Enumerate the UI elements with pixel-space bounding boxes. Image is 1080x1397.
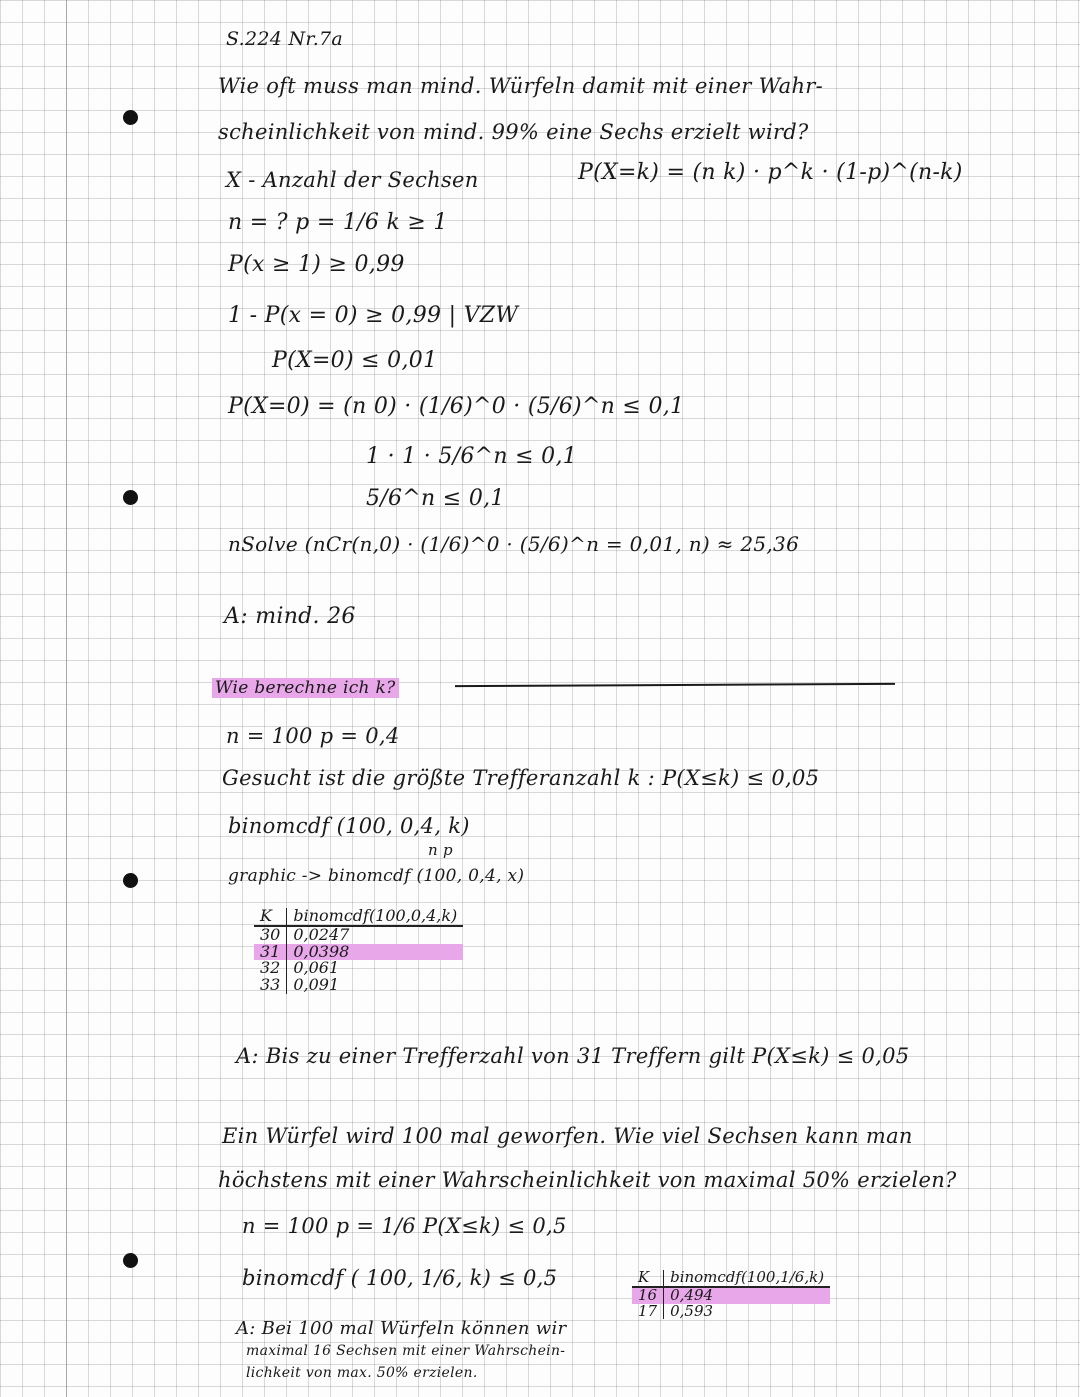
table-header: binomcdf(100,0,4,k) [287, 908, 463, 926]
punch-hole [123, 110, 138, 125]
nsolve-line: nSolve (nCr(n,0) · (1/6)^0 · (5/6)^n = 0,01, n) ≈ 25,36 [228, 532, 800, 556]
table-row-highlighted [254, 944, 463, 961]
sought-line: Gesucht ist die größte Trefferanzahl k : P(X≤k) ≤ 0,05 [222, 766, 820, 790]
table-row [254, 977, 463, 994]
question-3-line-2: höchstens mit einer Wahrscheinlichkeit von maximal 50% erzielen? [218, 1168, 957, 1192]
command-line: binomcdf (100, 0,4, k) [228, 814, 470, 838]
binomial-formula: P(X=k) = (n k) · p^k · (1-p)^(n-k) [578, 160, 963, 185]
table-header-row [254, 908, 463, 926]
table-cell: 0,091 [293, 975, 340, 995]
graphic-line: graphic -> binomcdf (100, 0,4, x) [228, 866, 525, 886]
parameters-3: n = 100 p = 1/6 P(X≤k) ≤ 0,5 [242, 1214, 567, 1238]
table-cell: 0,0398 [293, 941, 350, 961]
heading-highlight: Wie berechne ich k? [212, 678, 399, 698]
answer-3-line-1: A: Bei 100 mal Würfeln können wir [236, 1318, 567, 1339]
step-line: P(X=0) ≤ 0,01 [272, 348, 438, 373]
exercise-title: S.224 Nr.7a [226, 28, 344, 50]
table-cell: 17 [632, 1304, 664, 1320]
answer-2: A: Bis zu einer Trefferzahl von 31 Treffern gilt P(X≤k) ≤ 0,05 [236, 1044, 910, 1068]
table-row [254, 926, 463, 944]
table-cell: 0,0247 [293, 924, 350, 944]
table-cell: 30 [254, 926, 287, 944]
table-cell: 0,593 [670, 1301, 714, 1320]
value-table [254, 908, 463, 994]
step-line: P(x ≥ 1) ≥ 0,99 [228, 252, 405, 277]
table-cell: 32 [254, 960, 287, 977]
table-row [632, 1304, 830, 1320]
table-cell: 33 [254, 977, 287, 994]
answer-3-line-3: lichkeit von max. 50% erzielen. [246, 1365, 478, 1381]
table-row-highlighted [632, 1287, 830, 1304]
step-line: P(X=0) = (n 0) · (1/6)^0 · (5/6)^n ≤ 0,1 [228, 394, 685, 419]
question-3-line-1: Ein Würfel wird 100 mal geworfen. Wie viel Sechsen kann man [222, 1124, 913, 1148]
table-cell: 0,494 [670, 1285, 714, 1304]
punch-hole [123, 1253, 138, 1268]
heading-rule [455, 683, 895, 687]
table-header-row [632, 1270, 830, 1287]
margin-line [66, 0, 67, 1397]
table-row [254, 960, 463, 977]
random-variable: X - Anzahl der Sechsen [226, 168, 479, 192]
table-cell: 16 [632, 1287, 664, 1304]
answer-1: A: mind. 26 [224, 604, 356, 629]
table-header: K [254, 908, 287, 926]
table-cell: 31 [254, 944, 287, 961]
value-table-2 [632, 1270, 830, 1319]
parameters: n = ? p = 1/6 k ≥ 1 [228, 210, 448, 235]
punch-hole [123, 873, 138, 888]
table-cell: 0,061 [293, 958, 340, 978]
table-header: binomcdf(100,1/6,k) [664, 1270, 830, 1287]
section-heading [212, 680, 399, 697]
table-header: K [632, 1270, 664, 1287]
parameters-2: n = 100 p = 0,4 [226, 724, 400, 748]
step-line: 1 - P(x = 0) ≥ 0,99 | VZW [228, 303, 519, 328]
answer-3-line-2: maximal 16 Sechsen mit einer Wahrschein- [246, 1343, 566, 1359]
question-line-1: Wie oft muss man mind. Würfeln damit mit einer Wahr- [218, 74, 824, 98]
punch-hole [123, 490, 138, 505]
step-line: 5/6^n ≤ 0,1 [366, 486, 505, 511]
step-line: 1 · 1 · 5/6^n ≤ 0,1 [366, 444, 578, 469]
question-line-2: scheinlichkeit von mind. 99% eine Sechs erzielt wird? [218, 120, 809, 144]
command-line-3: binomcdf ( 100, 1/6, k) ≤ 0,5 [242, 1266, 558, 1290]
command-subscript: n p [428, 841, 453, 859]
